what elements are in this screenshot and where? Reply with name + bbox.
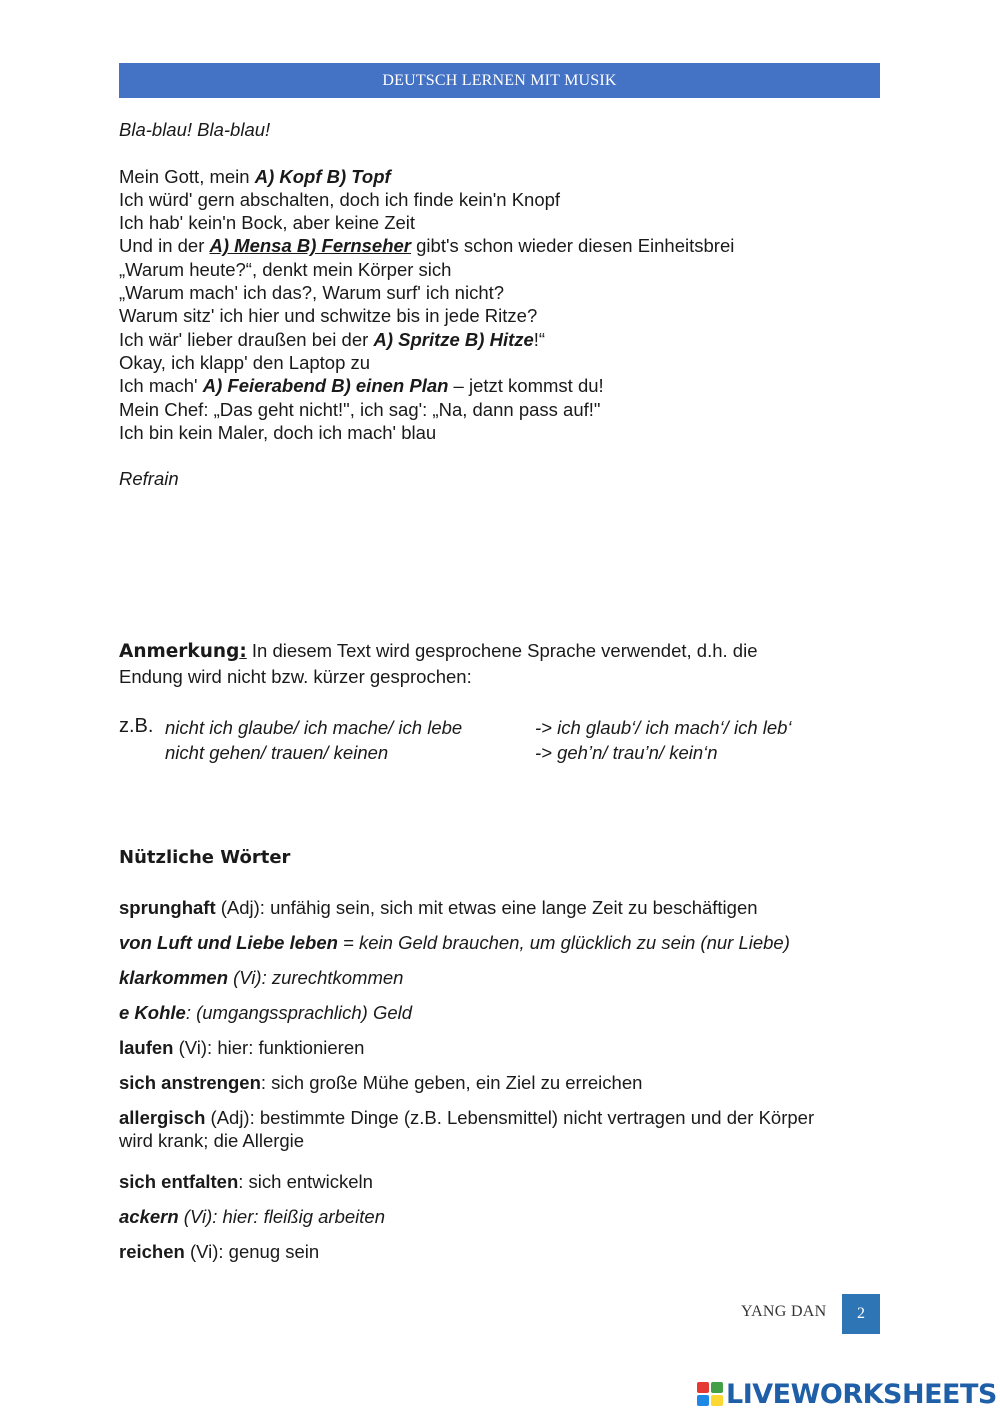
lyrics-text: Ich wär' lieber draußen bei der bbox=[119, 328, 374, 350]
note-text-2: Endung wird nicht bzw. kürzer gesprochen: bbox=[119, 666, 472, 687]
logo-square bbox=[711, 1395, 723, 1406]
vocab-term: ackern bbox=[119, 1206, 179, 1227]
lyrics-text: – jetzt kommst du! bbox=[448, 375, 604, 397]
example-left: nicht ich glaube/ ich mache/ ich lebe bbox=[165, 717, 463, 738]
footer-author: YANG DAN bbox=[741, 1303, 827, 1320]
vocab-term: laufen bbox=[119, 1037, 174, 1058]
vocab-item bbox=[119, 1170, 889, 1193]
lyrics-line bbox=[119, 374, 889, 397]
lyrics-text: Und in der bbox=[119, 235, 210, 257]
lyrics-text: gibt's schon wieder diesen Einheitsbrei bbox=[411, 235, 735, 257]
lyrics-line: Ich hab' kein'n Bock, aber keine Zeit bbox=[119, 212, 416, 234]
lyrics-line bbox=[119, 234, 889, 257]
choice-spritze-hitze[interactable]: A) Spritze B) Hitze bbox=[373, 328, 534, 350]
vocab-item bbox=[119, 1001, 889, 1024]
logo-square bbox=[697, 1395, 709, 1406]
vocab-title: Nützliche Wörter bbox=[119, 847, 291, 868]
liveworksheets-brand[interactable] bbox=[697, 1378, 997, 1410]
logo-square bbox=[711, 1382, 723, 1393]
lyrics-line: Mein Chef: „Das geht nicht!", ich sag': „Na, dann pass auf!" bbox=[119, 398, 601, 420]
example-row bbox=[119, 715, 889, 740]
lyrics-line: Ich würd' gern abschalten, doch ich finde kein'n Knopf bbox=[119, 188, 561, 210]
lyrics-line bbox=[119, 328, 889, 351]
note-colon: : bbox=[239, 641, 247, 662]
example-label: z.B. bbox=[119, 715, 154, 737]
lyrics-block bbox=[119, 118, 889, 491]
vocab-term: reichen bbox=[119, 1241, 185, 1262]
lyrics-line: Warum sitz' ich hier und schwitze bis in jede Ritze? bbox=[119, 305, 538, 327]
vocab-term: von Luft und Liebe leben bbox=[119, 932, 338, 953]
vocab-item bbox=[119, 1106, 889, 1152]
note-text-1: In diesem Text wird gesprochene Sprache verwendet, d.h. die bbox=[246, 640, 758, 661]
choice-kopf-topf[interactable]: A) Kopf B) Topf bbox=[254, 165, 391, 187]
vocab-definition: (Vi): hier: funktionieren bbox=[173, 1037, 365, 1058]
vocab-item bbox=[119, 966, 889, 989]
example-right: -> ich glaub‘/ ich mach‘/ ich leb‘ bbox=[535, 717, 792, 738]
vocab-definition: (Vi): hier: fleißig arbeiten bbox=[178, 1206, 385, 1227]
example-left: nicht gehen/ trauen/ keinen bbox=[165, 741, 389, 763]
header-bar bbox=[119, 63, 880, 98]
lyrics-text: !“ bbox=[533, 328, 546, 350]
liveworksheets-logo-icon bbox=[697, 1382, 723, 1406]
vocab-item bbox=[119, 1205, 889, 1228]
lyrics-line: Ich bin kein Maler, doch ich mach' blau bbox=[119, 421, 437, 443]
vocab-definition: : (umgangssprachlich) Geld bbox=[185, 1002, 413, 1023]
example-row bbox=[119, 740, 889, 765]
header-title: DEUTSCH LERNEN MIT MUSIK bbox=[382, 72, 617, 89]
vocab-definition: (Adj): bestimmte Dinge (z.B. Lebensmittel) nicht vertragen und der Körper bbox=[205, 1107, 815, 1128]
lyrics-line: „Warum heute?“, denkt mein Körper sich bbox=[119, 258, 452, 280]
note-title: Anmerkung bbox=[119, 641, 240, 662]
lyrics-intro: Bla-blau! Bla-blau! bbox=[119, 119, 271, 140]
vocab-definition: : sich entwickeln bbox=[238, 1171, 373, 1192]
vocab-term: klarkommen bbox=[119, 967, 228, 988]
vocab-item bbox=[119, 1240, 889, 1263]
vocab-term: sprunghaft bbox=[119, 897, 216, 918]
lyrics-text: Ich mach' bbox=[119, 375, 203, 397]
vocab-definition: (Vi): zurechtkommen bbox=[228, 967, 404, 988]
vocab-item bbox=[119, 1036, 889, 1059]
refrain-label: Refrain bbox=[119, 468, 179, 490]
choice-feierabend-plan[interactable]: A) Feierabend B) einen Plan bbox=[202, 375, 449, 397]
lyrics-text: Mein Gott, mein bbox=[119, 165, 255, 187]
examples-block bbox=[119, 715, 889, 764]
vocab-item bbox=[119, 1071, 889, 1094]
lyrics-line: Okay, ich klapp' den Laptop zu bbox=[119, 351, 371, 373]
choice-mensa-fernseher[interactable]: A) Mensa B) Fernseher bbox=[209, 235, 411, 257]
vocab-definition: = kein Geld brauchen, um glücklich zu sein (nur Liebe) bbox=[337, 932, 790, 953]
example-right: -> geh’n/ trau’n/ kein‘n bbox=[535, 741, 718, 763]
vocab-term: sich entfalten bbox=[119, 1171, 239, 1192]
lyrics-line bbox=[119, 165, 889, 188]
lyrics-line: „Warum mach' ich das?, Warum surf' ich nicht? bbox=[119, 282, 505, 304]
brand-name: LIVEWORKSHEETS bbox=[726, 1378, 997, 1410]
page-number: 2 bbox=[842, 1294, 880, 1334]
vocab-item bbox=[119, 896, 889, 919]
vocab-list bbox=[119, 896, 889, 1275]
logo-square bbox=[697, 1382, 709, 1393]
vocab-term: sich anstrengen bbox=[119, 1072, 261, 1093]
vocab-definition: (Vi): genug sein bbox=[184, 1241, 320, 1262]
vocab-definition: (Adj): unfähig sein, sich mit etwas eine lange Zeit zu beschäftigen bbox=[215, 897, 758, 918]
note-block bbox=[119, 638, 889, 689]
vocab-definition-cont: wird krank; die Allergie bbox=[119, 1130, 305, 1151]
vocab-term: allergisch bbox=[119, 1107, 206, 1128]
vocab-item bbox=[119, 931, 889, 954]
vocab-term: e Kohle bbox=[119, 1002, 186, 1023]
vocab-definition: : sich große Mühe geben, ein Ziel zu erreichen bbox=[260, 1072, 643, 1093]
